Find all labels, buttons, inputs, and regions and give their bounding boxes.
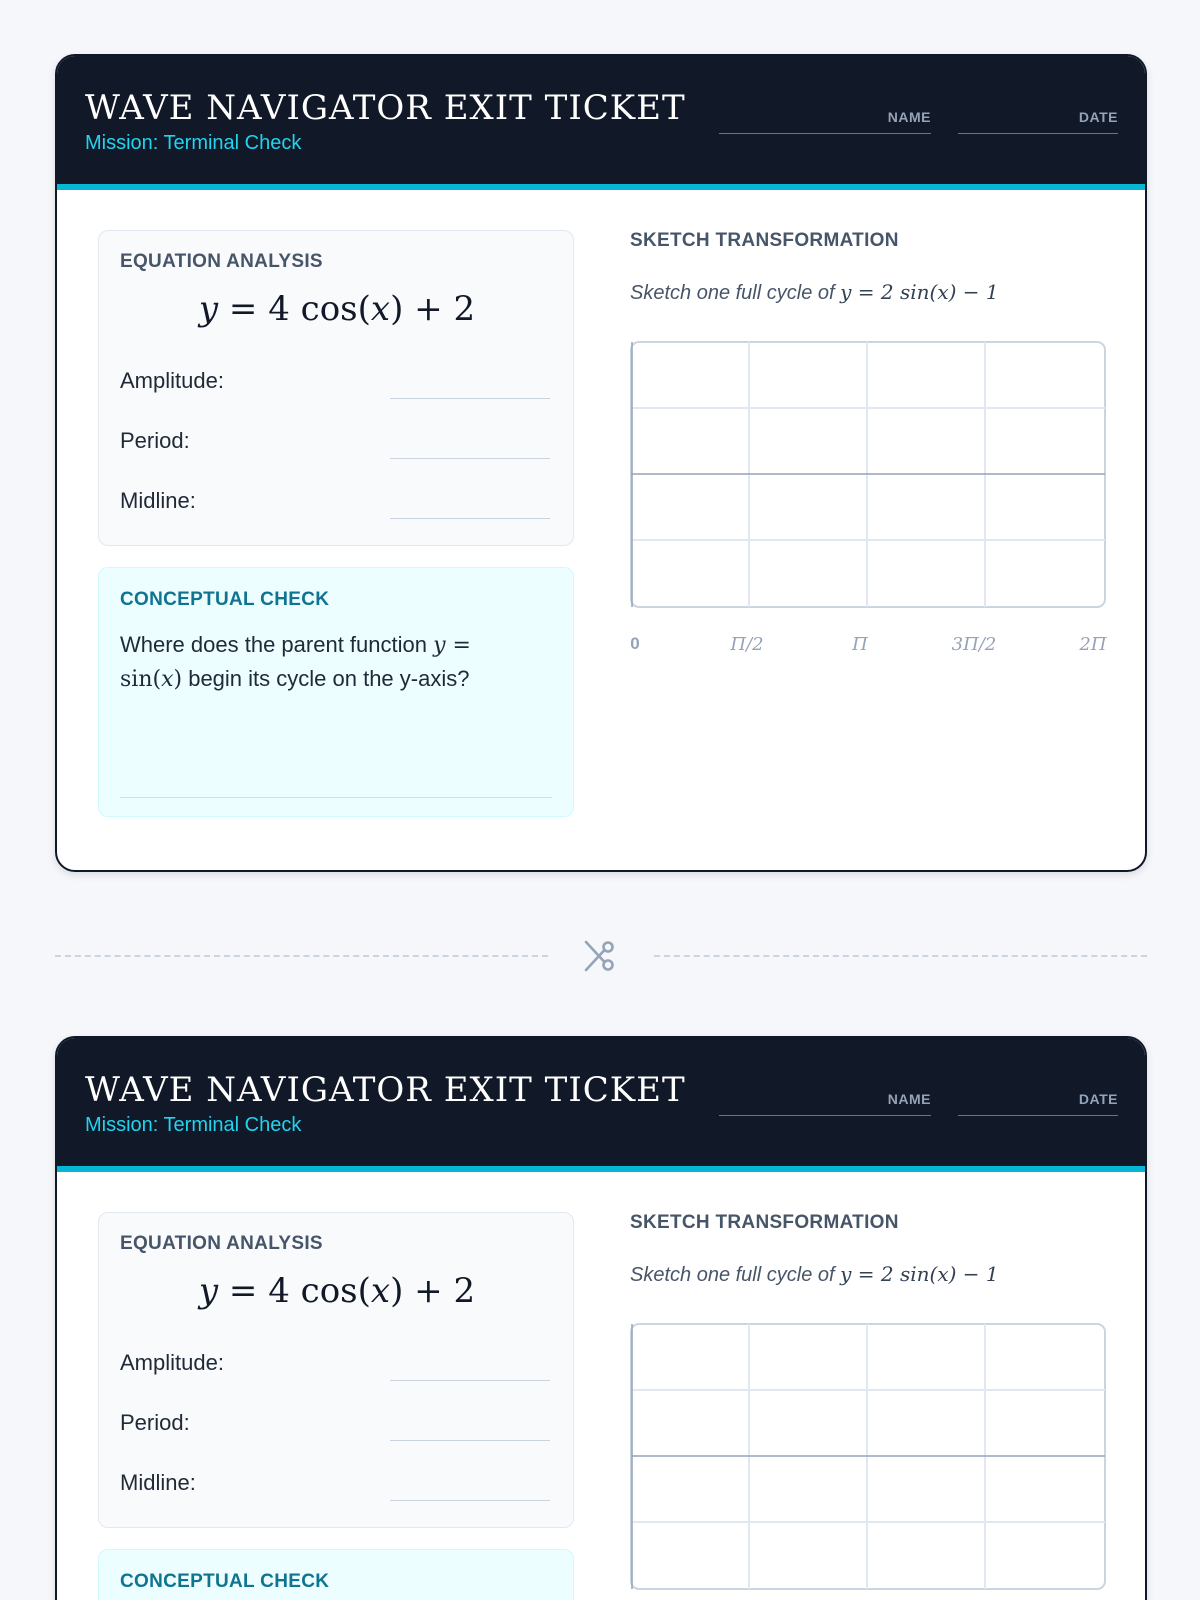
tick-label: 3Π/2: [951, 634, 997, 655]
conceptual-check-card: [98, 1549, 574, 1600]
ticket-subtitle: Mission: Terminal Check: [85, 1114, 302, 1136]
name-field[interactable]: [719, 104, 931, 134]
x-axis-ticks: [630, 634, 1106, 660]
conceptual-answer-line[interactable]: [120, 797, 552, 798]
tick-label: Π/2: [730, 634, 764, 655]
sketch-instruction-math: y = 2 sin(x) − 1: [840, 1262, 999, 1286]
date-field[interactable]: [958, 1086, 1118, 1116]
exit-ticket-2: [55, 1036, 1147, 1600]
sketch-grid[interactable]: [630, 341, 1106, 609]
scissors-icon: [582, 938, 618, 974]
tick-label: Π: [852, 634, 868, 655]
amplitude-answer-line[interactable]: [390, 379, 550, 399]
equation-analysis-card: [98, 230, 574, 546]
equation: y = 4 cos(x) + 2: [198, 289, 476, 329]
tick-label: 0: [630, 634, 640, 653]
midline-label: Midline:: [120, 1470, 196, 1495]
sketch-instruction-math: y = 2 sin(x) − 1: [840, 280, 999, 304]
conceptual-check-heading: CONCEPTUAL CHECK: [120, 1571, 330, 1592]
ticket-header: [57, 1038, 1145, 1172]
amplitude-label: Amplitude:: [120, 368, 224, 393]
question-math: y = sin(x): [120, 633, 471, 692]
name-field[interactable]: [719, 1086, 931, 1116]
cut-line-right: [654, 955, 1147, 957]
equation-analysis-heading: EQUATION ANALYSIS: [120, 1233, 323, 1254]
date-field[interactable]: [958, 104, 1118, 134]
ticket-title: WAVE NAVIGATOR EXIT TICKET: [85, 88, 686, 128]
conceptual-check-question: [120, 628, 530, 696]
date-label: DATE: [1078, 1091, 1118, 1107]
period-label: Period:: [120, 428, 190, 453]
tick-label: 2Π: [1079, 634, 1107, 655]
name-label: NAME: [887, 1091, 931, 1107]
ticket-subtitle: Mission: Terminal Check: [85, 132, 302, 154]
period-label: Period:: [120, 1410, 190, 1435]
name-label: NAME: [887, 109, 931, 125]
ticket-title: WAVE NAVIGATOR EXIT TICKET: [85, 1070, 686, 1110]
period-answer-line[interactable]: [390, 1421, 550, 1441]
sketch-instruction-text: Sketch one full cycle of: [630, 1264, 841, 1286]
sketch-instruction-text: Sketch one full cycle of: [630, 282, 841, 304]
cut-line-left: [55, 955, 548, 957]
amplitude-answer-line[interactable]: [390, 1361, 550, 1381]
ticket-header: [57, 56, 1145, 190]
midline-answer-line[interactable]: [390, 1481, 550, 1501]
question-text-start: Where does the parent function: [120, 632, 434, 657]
sketch-heading: SKETCH TRANSFORMATION: [630, 1212, 899, 1233]
date-label: DATE: [1078, 109, 1118, 125]
amplitude-label: Amplitude:: [120, 1350, 224, 1375]
equation-analysis-heading: EQUATION ANALYSIS: [120, 251, 323, 272]
sketch-heading: SKETCH TRANSFORMATION: [630, 230, 899, 251]
sketch-instruction: [630, 280, 999, 305]
midline-answer-line[interactable]: [390, 499, 550, 519]
equation-analysis-card: [98, 1212, 574, 1528]
conceptual-check-heading: CONCEPTUAL CHECK: [120, 589, 330, 610]
equation: y = 4 cos(x) + 2: [198, 1271, 476, 1311]
question-text-end: begin its cycle on the y-axis?: [182, 666, 470, 691]
sketch-instruction: [630, 1262, 999, 1287]
exit-ticket-1: [55, 54, 1147, 872]
sketch-grid[interactable]: [630, 1323, 1106, 1591]
period-answer-line[interactable]: [390, 439, 550, 459]
midline-label: Midline:: [120, 488, 196, 513]
conceptual-check-card: [98, 567, 574, 817]
